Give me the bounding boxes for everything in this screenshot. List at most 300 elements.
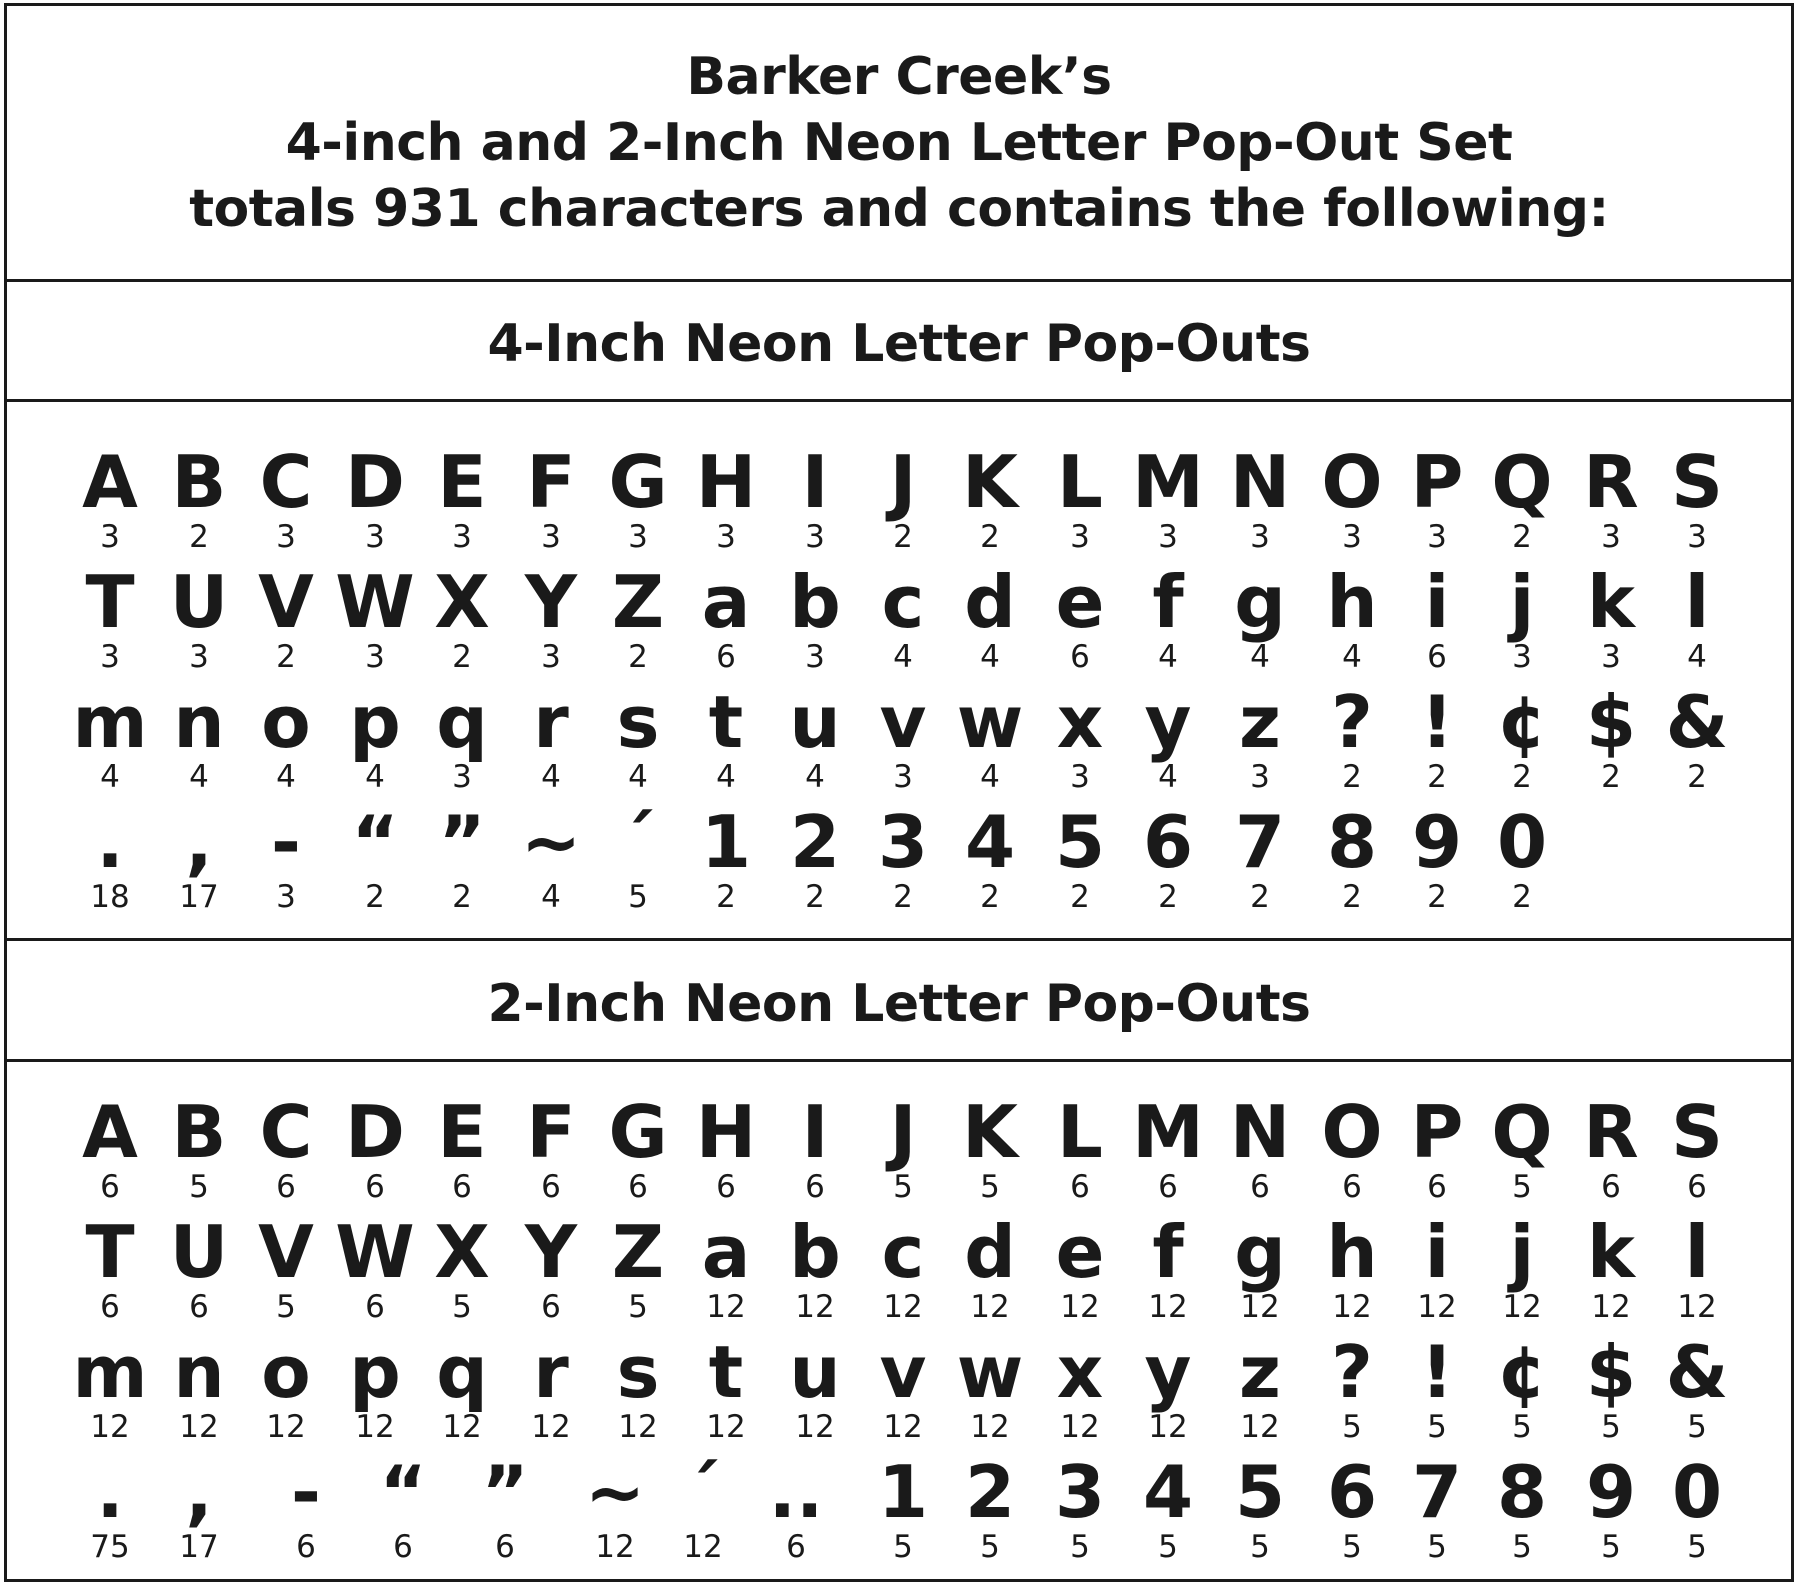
character-glyph: ? bbox=[1331, 680, 1373, 764]
character-count: 3 bbox=[541, 519, 561, 555]
character-glyph: Y bbox=[524, 1210, 578, 1294]
character-glyph: z bbox=[1239, 1330, 1281, 1414]
character-glyph: s bbox=[616, 680, 660, 764]
character-cell bbox=[417, 1092, 507, 1212]
character-cell bbox=[417, 442, 507, 562]
character-count: 3 bbox=[365, 519, 385, 555]
character-cell bbox=[330, 442, 420, 562]
character-count: 12 bbox=[706, 1409, 746, 1445]
character-glyph: C bbox=[259, 1090, 313, 1174]
character-cell bbox=[770, 442, 860, 562]
character-count: 6 bbox=[1342, 1169, 1362, 1205]
chart-frame bbox=[4, 3, 1794, 1582]
character-cell bbox=[1477, 682, 1567, 802]
character-glyph: o bbox=[261, 680, 311, 764]
character-count: 4 bbox=[541, 759, 561, 795]
character-cell bbox=[1392, 1332, 1482, 1452]
character-cell bbox=[65, 802, 155, 922]
character-count: 4 bbox=[1342, 639, 1362, 675]
character-count: 12 bbox=[179, 1409, 219, 1445]
character-glyph: i bbox=[1424, 1210, 1450, 1294]
character-count: 12 bbox=[1060, 1409, 1100, 1445]
character-glyph: c bbox=[881, 1210, 925, 1294]
character-glyph: o bbox=[261, 1330, 311, 1414]
character-count: 2 bbox=[893, 519, 913, 555]
character-cell bbox=[681, 682, 771, 802]
character-glyph: I bbox=[801, 440, 829, 524]
character-count: 6 bbox=[365, 1289, 385, 1325]
character-glyph: L bbox=[1057, 1090, 1103, 1174]
character-glyph: P bbox=[1410, 1090, 1464, 1174]
character-count: 5 bbox=[628, 879, 648, 915]
character-count: 5 bbox=[1687, 1529, 1707, 1565]
character-count: 4 bbox=[276, 759, 296, 795]
character-count: 5 bbox=[276, 1289, 296, 1325]
character-glyph: ~ bbox=[520, 800, 582, 884]
character-cell bbox=[1652, 1092, 1742, 1212]
character-glyph: B bbox=[171, 440, 227, 524]
character-glyph: v bbox=[879, 1330, 927, 1414]
character-cell bbox=[1652, 682, 1742, 802]
character-cell bbox=[1477, 1452, 1567, 1572]
character-count: 3 bbox=[1601, 519, 1621, 555]
character-glyph: . bbox=[96, 1450, 124, 1534]
character-cell bbox=[945, 682, 1035, 802]
character-count: 2 bbox=[1601, 759, 1621, 795]
character-glyph: ” bbox=[438, 800, 486, 884]
character-count: 12 bbox=[1240, 1409, 1280, 1445]
character-glyph: g bbox=[1234, 1210, 1286, 1294]
character-glyph: ~ bbox=[584, 1450, 646, 1534]
character-count: 6 bbox=[365, 1169, 385, 1205]
character-glyph: G bbox=[608, 440, 668, 524]
character-cell bbox=[65, 442, 155, 562]
character-cell bbox=[593, 562, 683, 682]
character-cell bbox=[1307, 682, 1397, 802]
character-glyph: ! bbox=[1420, 680, 1454, 764]
character-count: 5 bbox=[452, 1289, 472, 1325]
character-glyph: d bbox=[964, 560, 1016, 644]
character-count: 5 bbox=[1601, 1409, 1621, 1445]
character-cell bbox=[1652, 1212, 1742, 1332]
character-cell bbox=[658, 1452, 748, 1572]
character-glyph: & bbox=[1665, 680, 1729, 764]
character-cell bbox=[154, 562, 244, 682]
character-glyph: 4 bbox=[1142, 1450, 1194, 1534]
character-cell bbox=[945, 562, 1035, 682]
character-cell bbox=[1392, 562, 1482, 682]
character-glyph: Z bbox=[611, 560, 665, 644]
character-count: 3 bbox=[541, 639, 561, 675]
character-count: 2 bbox=[980, 519, 1000, 555]
character-cell bbox=[1307, 1452, 1397, 1572]
character-glyph: ¢ bbox=[1496, 1330, 1548, 1414]
character-cell bbox=[858, 1332, 948, 1452]
character-cell bbox=[1566, 1212, 1656, 1332]
character-cell bbox=[1652, 442, 1742, 562]
character-glyph: 1 bbox=[700, 800, 752, 884]
character-cell bbox=[506, 1212, 596, 1332]
character-cell bbox=[1392, 442, 1482, 562]
character-glyph: J bbox=[889, 1090, 917, 1174]
character-cell bbox=[858, 682, 948, 802]
character-glyph: H bbox=[695, 1090, 757, 1174]
character-count: 6 bbox=[1158, 1169, 1178, 1205]
character-count: 2 bbox=[1342, 879, 1362, 915]
character-glyph: p bbox=[349, 1330, 401, 1414]
character-cell bbox=[1477, 802, 1567, 922]
character-cell bbox=[417, 1212, 507, 1332]
section-4inch-title: 4-Inch Neon Letter Pop-Outs bbox=[487, 314, 1311, 374]
character-glyph: F bbox=[526, 1090, 576, 1174]
character-count: 12 bbox=[795, 1289, 835, 1325]
character-count: 3 bbox=[716, 519, 736, 555]
character-cell bbox=[593, 1212, 683, 1332]
character-cell bbox=[593, 682, 683, 802]
character-cell bbox=[945, 442, 1035, 562]
character-glyph: y bbox=[1144, 680, 1192, 764]
character-cell bbox=[65, 1092, 155, 1212]
character-glyph: r bbox=[533, 1330, 569, 1414]
character-count: 5 bbox=[893, 1529, 913, 1565]
character-count: 6 bbox=[1427, 639, 1447, 675]
character-glyph: T bbox=[85, 560, 135, 644]
character-glyph: & bbox=[1665, 1330, 1729, 1414]
character-glyph: a bbox=[701, 1210, 751, 1294]
character-glyph: a bbox=[701, 560, 751, 644]
character-cell bbox=[1392, 1212, 1482, 1332]
character-cell bbox=[65, 562, 155, 682]
character-cell bbox=[358, 1452, 448, 1572]
character-glyph: t bbox=[708, 1330, 744, 1414]
character-glyph: k bbox=[1587, 560, 1635, 644]
character-count: 2 bbox=[1427, 759, 1447, 795]
character-glyph: g bbox=[1234, 560, 1286, 644]
character-glyph: U bbox=[169, 560, 229, 644]
character-count: 2 bbox=[1427, 879, 1447, 915]
character-cell bbox=[241, 562, 331, 682]
character-count: 5 bbox=[1250, 1529, 1270, 1565]
title-line-1: Barker Creek’s bbox=[686, 47, 1112, 107]
character-glyph: y bbox=[1144, 1330, 1192, 1414]
character-count: 6 bbox=[805, 1169, 825, 1205]
character-cell bbox=[417, 1332, 507, 1452]
character-count: 3 bbox=[1342, 519, 1362, 555]
character-cell bbox=[1035, 442, 1125, 562]
character-count: 12 bbox=[90, 1409, 130, 1445]
character-count: 4 bbox=[980, 759, 1000, 795]
character-glyph: , bbox=[185, 1450, 213, 1534]
character-count: 6 bbox=[786, 1529, 806, 1565]
character-glyph: J bbox=[889, 440, 917, 524]
character-cell bbox=[1307, 442, 1397, 562]
character-glyph: 1 bbox=[877, 1450, 929, 1534]
character-glyph: c bbox=[881, 560, 925, 644]
character-count: 5 bbox=[1601, 1529, 1621, 1565]
character-glyph: N bbox=[1229, 440, 1291, 524]
character-count: 6 bbox=[452, 1169, 472, 1205]
character-count: 6 bbox=[100, 1289, 120, 1325]
character-count: 3 bbox=[365, 639, 385, 675]
character-cell bbox=[506, 802, 596, 922]
character-glyph: v bbox=[879, 680, 927, 764]
character-glyph: K bbox=[962, 440, 1018, 524]
character-glyph: m bbox=[72, 680, 148, 764]
character-glyph: X bbox=[434, 560, 490, 644]
character-count: 3 bbox=[1427, 519, 1447, 555]
character-cell bbox=[1123, 1092, 1213, 1212]
character-cell bbox=[593, 1332, 683, 1452]
character-cell bbox=[154, 802, 244, 922]
character-cell bbox=[1307, 562, 1397, 682]
character-glyph: s bbox=[616, 1330, 660, 1414]
character-count: 2 bbox=[452, 639, 472, 675]
character-count: 6 bbox=[1070, 1169, 1090, 1205]
character-glyph: 4 bbox=[964, 800, 1016, 884]
character-glyph: t bbox=[708, 680, 744, 764]
character-glyph: N bbox=[1229, 1090, 1291, 1174]
character-count: 3 bbox=[1158, 519, 1178, 555]
character-count: 2 bbox=[1512, 879, 1532, 915]
character-glyph: 8 bbox=[1326, 800, 1378, 884]
character-cell bbox=[681, 442, 771, 562]
character-cell bbox=[1477, 562, 1567, 682]
character-glyph: d bbox=[964, 1210, 1016, 1294]
character-glyph: u bbox=[789, 680, 841, 764]
character-cell bbox=[330, 802, 420, 922]
character-glyph: ¢ bbox=[1496, 680, 1548, 764]
character-cell bbox=[506, 1332, 596, 1452]
character-count: 4 bbox=[100, 759, 120, 795]
character-count: 12 bbox=[1148, 1289, 1188, 1325]
character-cell bbox=[593, 1092, 683, 1212]
character-cell bbox=[1215, 562, 1305, 682]
character-cell bbox=[241, 442, 331, 562]
character-glyph: ” bbox=[481, 1450, 529, 1534]
character-cell bbox=[945, 802, 1035, 922]
character-glyph: q bbox=[436, 1330, 488, 1414]
character-count: 5 bbox=[1512, 1409, 1532, 1445]
character-cell bbox=[417, 562, 507, 682]
character-count: 5 bbox=[1342, 1529, 1362, 1565]
character-glyph: U bbox=[169, 1210, 229, 1294]
character-count: 3 bbox=[1070, 519, 1090, 555]
character-cell bbox=[241, 1212, 331, 1332]
character-glyph: “ bbox=[351, 800, 399, 884]
character-cell bbox=[1566, 562, 1656, 682]
character-count: 6 bbox=[541, 1169, 561, 1205]
character-count: 2 bbox=[1250, 879, 1270, 915]
character-cell bbox=[506, 682, 596, 802]
character-glyph: ´ bbox=[685, 1450, 721, 1534]
character-cell bbox=[1035, 1332, 1125, 1452]
character-glyph: 7 bbox=[1234, 800, 1286, 884]
character-cell bbox=[65, 1452, 155, 1572]
character-cell bbox=[1035, 682, 1125, 802]
character-count: 5 bbox=[628, 1289, 648, 1325]
character-glyph: M bbox=[1132, 440, 1204, 524]
character-glyph: ! bbox=[1420, 1330, 1454, 1414]
section-2inch-title: 2-Inch Neon Letter Pop-Outs bbox=[487, 974, 1311, 1034]
character-count: 4 bbox=[1158, 639, 1178, 675]
character-cell bbox=[1566, 442, 1656, 562]
character-count: 6 bbox=[276, 1169, 296, 1205]
character-cell bbox=[570, 1452, 660, 1572]
character-glyph: i bbox=[1424, 560, 1450, 644]
character-count: 2 bbox=[893, 879, 913, 915]
character-glyph: W bbox=[335, 1210, 415, 1294]
character-count: 12 bbox=[442, 1409, 482, 1445]
character-cell bbox=[1215, 1332, 1305, 1452]
character-glyph: P bbox=[1410, 440, 1464, 524]
character-cell bbox=[1477, 1212, 1567, 1332]
character-glyph: 9 bbox=[1411, 800, 1463, 884]
character-glyph: u bbox=[789, 1330, 841, 1414]
character-count: 6 bbox=[296, 1529, 316, 1565]
character-cell bbox=[330, 1332, 420, 1452]
character-glyph: E bbox=[437, 440, 487, 524]
character-count: 4 bbox=[628, 759, 648, 795]
character-glyph: $ bbox=[1585, 680, 1637, 764]
character-cell bbox=[1215, 442, 1305, 562]
character-cell bbox=[154, 1092, 244, 1212]
character-cell bbox=[945, 1452, 1035, 1572]
character-glyph: l bbox=[1684, 1210, 1710, 1294]
character-count: 12 bbox=[795, 1409, 835, 1445]
character-glyph: O bbox=[1321, 440, 1383, 524]
character-count: 2 bbox=[1158, 879, 1178, 915]
character-count: 3 bbox=[100, 519, 120, 555]
character-count: 12 bbox=[970, 1289, 1010, 1325]
character-count: 75 bbox=[90, 1529, 130, 1565]
character-cell bbox=[65, 1332, 155, 1452]
character-count: 5 bbox=[893, 1169, 913, 1205]
character-glyph: A bbox=[82, 440, 138, 524]
character-count: 5 bbox=[1512, 1169, 1532, 1205]
character-cell bbox=[1035, 1092, 1125, 1212]
character-cell bbox=[1566, 1452, 1656, 1572]
character-glyph: E bbox=[437, 1090, 487, 1174]
character-glyph: H bbox=[695, 440, 757, 524]
divider-middle bbox=[7, 938, 1791, 941]
character-glyph: 3 bbox=[877, 800, 929, 884]
character-glyph: m bbox=[72, 1330, 148, 1414]
character-count: 6 bbox=[495, 1529, 515, 1565]
character-cell bbox=[858, 1212, 948, 1332]
character-cell bbox=[1652, 562, 1742, 682]
character-glyph: Q bbox=[1491, 1090, 1553, 1174]
character-glyph: h bbox=[1326, 560, 1378, 644]
character-count: 5 bbox=[1342, 1409, 1362, 1445]
character-glyph: M bbox=[1132, 1090, 1204, 1174]
character-glyph: z bbox=[1239, 680, 1281, 764]
character-count: 17 bbox=[179, 879, 219, 915]
character-glyph: j bbox=[1509, 1210, 1535, 1294]
character-cell bbox=[1215, 802, 1305, 922]
character-cell bbox=[1652, 1332, 1742, 1452]
character-count: 3 bbox=[189, 639, 209, 675]
character-glyph: b bbox=[789, 560, 841, 644]
character-count: 4 bbox=[716, 759, 736, 795]
character-count: 2 bbox=[628, 639, 648, 675]
character-cell bbox=[1392, 1452, 1482, 1572]
character-cell bbox=[241, 1332, 331, 1452]
divider-4inch bbox=[7, 399, 1791, 402]
character-glyph: j bbox=[1509, 560, 1535, 644]
character-count: 2 bbox=[1342, 759, 1362, 795]
character-glyph: D bbox=[345, 1090, 405, 1174]
character-glyph: R bbox=[1583, 440, 1639, 524]
character-cell bbox=[593, 802, 683, 922]
character-count: 5 bbox=[980, 1529, 1000, 1565]
character-count: 12 bbox=[1677, 1289, 1717, 1325]
character-count: 4 bbox=[805, 759, 825, 795]
character-cell bbox=[1123, 562, 1213, 682]
character-glyph: b bbox=[789, 1210, 841, 1294]
character-count: 12 bbox=[595, 1529, 635, 1565]
character-glyph: , bbox=[185, 800, 213, 884]
character-glyph: 0 bbox=[1671, 1450, 1723, 1534]
character-glyph: Z bbox=[611, 1210, 665, 1294]
character-glyph: e bbox=[1055, 560, 1105, 644]
character-count: 12 bbox=[531, 1409, 571, 1445]
character-glyph: - bbox=[271, 800, 301, 884]
character-cell bbox=[1123, 442, 1213, 562]
character-glyph: e bbox=[1055, 1210, 1105, 1294]
character-count: 12 bbox=[1240, 1289, 1280, 1325]
character-glyph: p bbox=[349, 680, 401, 764]
character-count: 12 bbox=[883, 1289, 923, 1325]
character-cell bbox=[681, 802, 771, 922]
character-cell bbox=[417, 682, 507, 802]
character-glyph: L bbox=[1057, 440, 1103, 524]
title-line-3: totals 931 characters and contains the following: bbox=[189, 179, 1609, 239]
character-count: 6 bbox=[716, 1169, 736, 1205]
character-glyph: f bbox=[1152, 1210, 1184, 1294]
character-cell bbox=[593, 442, 683, 562]
character-glyph: V bbox=[258, 560, 314, 644]
character-cell bbox=[154, 1212, 244, 1332]
character-cell bbox=[1652, 1452, 1742, 1572]
character-count: 6 bbox=[189, 1289, 209, 1325]
character-count: 3 bbox=[276, 519, 296, 555]
character-glyph: 7 bbox=[1411, 1450, 1463, 1534]
character-glyph: n bbox=[173, 680, 225, 764]
character-cell bbox=[770, 1212, 860, 1332]
character-glyph: X bbox=[434, 1210, 490, 1294]
character-count: 5 bbox=[1158, 1529, 1178, 1565]
character-count: 2 bbox=[365, 879, 385, 915]
character-count: 12 bbox=[355, 1409, 395, 1445]
character-cell bbox=[1035, 1212, 1125, 1332]
character-count: 6 bbox=[1601, 1169, 1621, 1205]
character-count: 3 bbox=[805, 639, 825, 675]
character-glyph: K bbox=[962, 1090, 1018, 1174]
character-count: 12 bbox=[683, 1529, 723, 1565]
character-glyph: C bbox=[259, 440, 313, 524]
character-count: 6 bbox=[1687, 1169, 1707, 1205]
character-count: 4 bbox=[189, 759, 209, 795]
character-cell bbox=[506, 562, 596, 682]
character-cell bbox=[1215, 1212, 1305, 1332]
character-cell bbox=[858, 442, 948, 562]
character-glyph: 2 bbox=[789, 800, 841, 884]
character-cell bbox=[154, 442, 244, 562]
character-cell bbox=[1566, 682, 1656, 802]
character-count: 3 bbox=[1250, 759, 1270, 795]
character-count: 6 bbox=[393, 1529, 413, 1565]
character-cell bbox=[1123, 1452, 1213, 1572]
